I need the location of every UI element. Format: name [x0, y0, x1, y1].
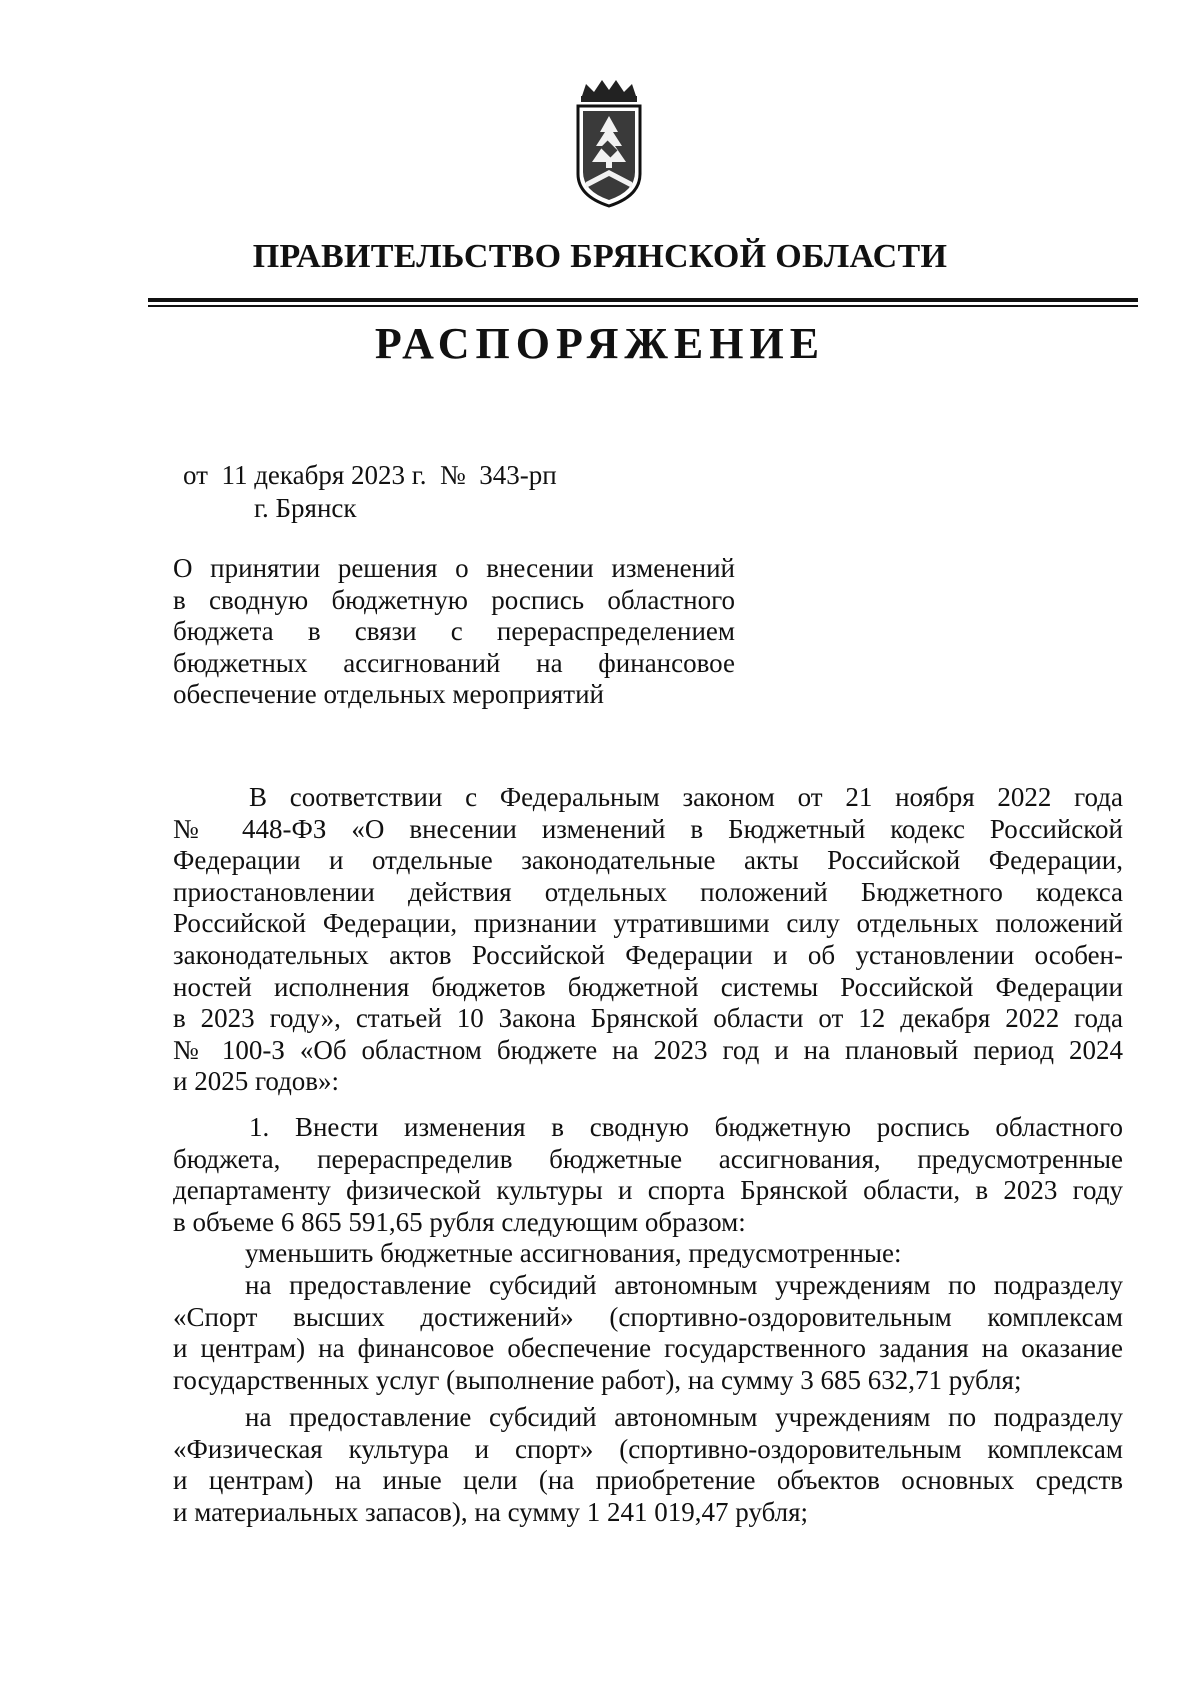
- preamble-paragraph: [173, 782, 1123, 1098]
- body-line: 1. Внести изменения в сводную бюджетную роспись областного: [249, 1111, 1123, 1142]
- document-type-title: РАСПОРЯЖЕНИЕ: [374, 319, 826, 368]
- subject-line: в сводную бюджетную роспись областного: [173, 584, 735, 615]
- body-line: в 2023 году», статьей 10 Закона Брянской области от 12 декабря 2022 года: [173, 1003, 1123, 1034]
- body-line: на предоставление субсидий автономным учреждениям по подразделу: [245, 1269, 1123, 1300]
- body-line: Российской Федерации, признании утратившими силу отдельных положений: [173, 908, 1123, 939]
- sub-item-2-paragraph: [173, 1402, 1123, 1528]
- subject-line: обеспечение отдельных мероприятий: [173, 679, 604, 709]
- body-line: «Физическая культура и спорт» (спортивно-оздоровительным комплексам: [173, 1433, 1123, 1464]
- city-line: г. Брянск: [254, 493, 357, 523]
- header-rule-thick: [148, 298, 1138, 302]
- body-line: и материальных запасов), на сумму 1 241 019,47 рубля;: [173, 1497, 809, 1528]
- body-line: Федерации и отдельные законодательные акты Российской Федерации,: [173, 845, 1123, 876]
- body-line: и центрам) на иные цели (на приобретение объектов основных средств: [173, 1465, 1123, 1496]
- body-line: приостановлении действия отдельных положений Бюджетного кодекса: [173, 876, 1123, 907]
- subject-line: бюджета в связи с перераспределением: [173, 616, 735, 646]
- body-line: на предоставление субсидий автономным учреждениям по подразделу: [245, 1402, 1123, 1433]
- body-line: бюджета, перераспределив бюджетные ассигнования, предусмотренные: [173, 1143, 1123, 1174]
- body-line: государственных услуг (выполнение работ), на сумму 3 685 632,71 рубля;: [173, 1364, 1022, 1395]
- coat-of-arms-icon: [572, 78, 646, 212]
- body-line: департаменту физической культуры и спорта Брянской области, в 2023 году: [173, 1175, 1123, 1206]
- body-line: № 100-З «Об областном бюджете на 2023 год и на плановый период 2024: [173, 1034, 1123, 1065]
- body-line: В соответствии с Федеральным законом от 21 ноября 2022 года: [249, 782, 1123, 812]
- item-1-paragraph: [173, 1112, 1123, 1238]
- date-number-line: от 11 декабря 2023 г. № 343-рп: [183, 460, 557, 490]
- body-line: ностей исполнения бюджетов бюджетной системы Российской Федерации: [173, 971, 1123, 1002]
- document-body: [173, 782, 1123, 1529]
- body-line: в объеме 6 865 591,65 рубля следующим образом:: [173, 1206, 746, 1237]
- reduce-heading-paragraph: [173, 1238, 1123, 1270]
- document-subject: [173, 553, 735, 711]
- header-rule-thin: [148, 305, 1138, 307]
- organization-title: ПРАВИТЕЛЬСТВО БРЯНСКОЙ ОБЛАСТИ: [252, 238, 948, 275]
- body-line: «Спорт высших достижений» (спортивно-оздоровительным комплексам: [173, 1301, 1123, 1332]
- body-line: № 448-ФЗ «О внесении изменений в Бюджетный кодекс Российской: [173, 813, 1123, 844]
- body-line: законодательных актов Российской Федерации и об установлении особен-: [173, 939, 1123, 970]
- sub-item-1-paragraph: [173, 1270, 1123, 1396]
- body-line: и 2025 годов»:: [173, 1066, 340, 1097]
- body-line: и центрам) на финансовое обеспечение государственного задания на оказание: [173, 1333, 1123, 1364]
- body-line: уменьшить бюджетные ассигнования, предусмотренные:: [245, 1238, 902, 1269]
- subject-line: бюджетных ассигнований на финансовое: [173, 647, 735, 678]
- subject-line: О принятии решения о внесении изменений: [173, 553, 735, 583]
